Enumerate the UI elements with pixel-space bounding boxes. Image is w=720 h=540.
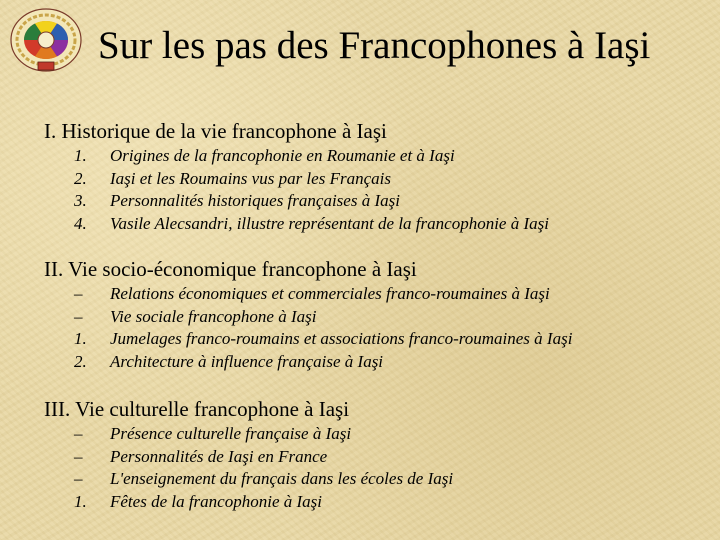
section-culturelle bbox=[44, 396, 704, 514]
list-item-text: Personnalités historiques françaises à Iaşi bbox=[110, 191, 400, 211]
list-item bbox=[44, 328, 704, 351]
list-item bbox=[44, 423, 704, 446]
list-item-text: L'enseignement du français dans les écoles de Iaşi bbox=[110, 469, 454, 489]
section-socio-economique bbox=[44, 256, 704, 374]
list-item bbox=[44, 283, 704, 306]
list-item-text: Jumelages franco-roumains et associations franco-roumaines à Iaşi bbox=[110, 329, 573, 349]
list-item-text: Vie sociale francophone à Iaşi bbox=[110, 306, 317, 326]
list-marker: 2. bbox=[74, 168, 87, 188]
list-marker: – bbox=[74, 284, 83, 303]
francophonie-logo bbox=[8, 6, 84, 74]
list-item bbox=[44, 168, 704, 191]
list-item bbox=[44, 306, 704, 329]
list-marker: – bbox=[74, 469, 83, 489]
list-marker: – bbox=[74, 424, 83, 443]
list-marker: – bbox=[74, 306, 83, 326]
list-item-text: Vasile Alecsandri, illustre représentant de la francophonie à Iaşi bbox=[110, 214, 549, 234]
item-list bbox=[44, 283, 704, 374]
list-item bbox=[44, 491, 704, 514]
list-marker: 1. bbox=[74, 329, 87, 349]
list-item-text: Origines de la francophonie en Roumanie et à Iaşi bbox=[110, 146, 455, 165]
list-marker: 1. bbox=[74, 146, 87, 165]
item-list bbox=[44, 423, 704, 514]
list-marker: 1. bbox=[74, 492, 87, 512]
list-item-text: Fêtes de la francophonie à Iaşi bbox=[110, 492, 322, 512]
section-heading: I. Historique de la vie francophone à Iaşi bbox=[44, 119, 387, 143]
item-list bbox=[44, 145, 704, 236]
page-title: Sur les pas des Francophones à Iaşi bbox=[98, 24, 651, 67]
list-item bbox=[44, 190, 704, 213]
logo-emblem-icon bbox=[8, 6, 84, 74]
list-item bbox=[44, 351, 704, 374]
list-item bbox=[44, 468, 704, 491]
list-item bbox=[44, 213, 704, 236]
list-item-text: Architecture à influence française à Iaşi bbox=[110, 352, 384, 372]
list-item-text: Iaşi et les Roumains vus par les Français bbox=[110, 168, 391, 188]
section-heading: II. Vie socio-économique francophone à Iaşi bbox=[44, 257, 417, 281]
list-item bbox=[44, 145, 704, 168]
section-heading: III. Vie culturelle francophone à Iaşi bbox=[44, 397, 350, 421]
list-item-text: Personnalités de Iaşi en France bbox=[110, 446, 328, 466]
list-marker: – bbox=[74, 446, 83, 466]
list-item-text: Présence culturelle française à Iaşi bbox=[110, 424, 352, 443]
list-marker: 3. bbox=[74, 191, 87, 211]
list-marker: 2. bbox=[74, 352, 87, 372]
list-marker: 4. bbox=[74, 214, 87, 234]
list-item bbox=[44, 446, 704, 469]
list-item-text: Relations économiques et commerciales franco-roumaines à Iaşi bbox=[110, 284, 550, 303]
section-historique bbox=[44, 118, 704, 236]
